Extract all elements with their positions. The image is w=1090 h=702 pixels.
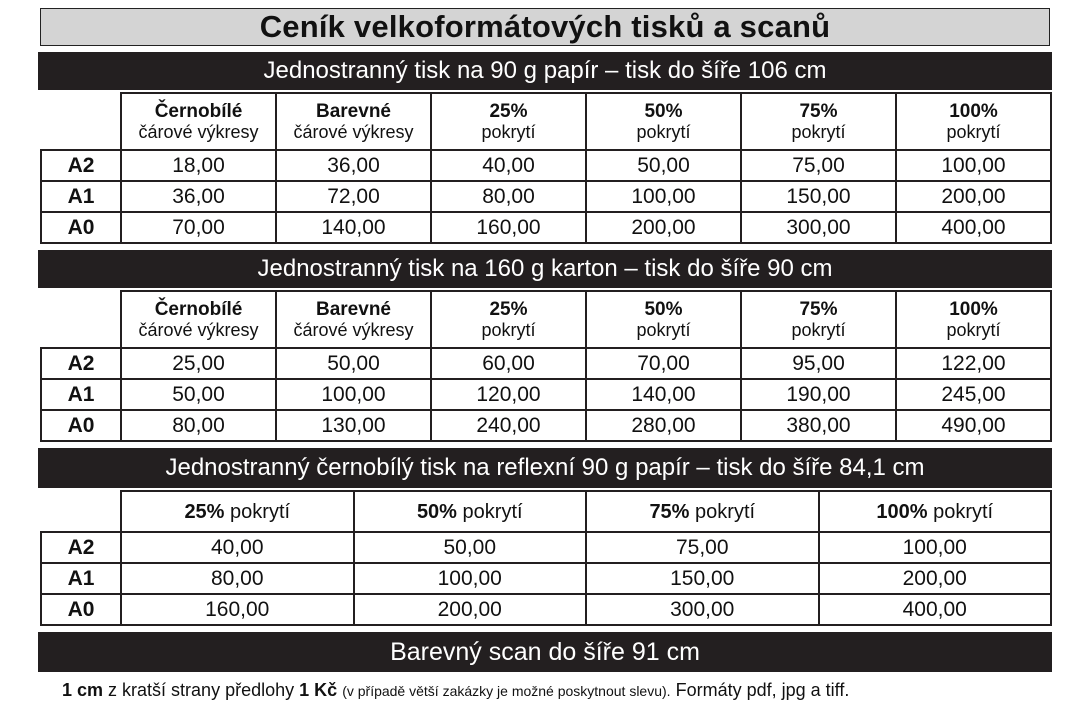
table-row — [41, 348, 1051, 379]
price-cell: 40,00 — [121, 532, 354, 563]
price-cell: 140,00 — [276, 212, 431, 243]
price-cell: 160,00 — [431, 212, 586, 243]
column-header: 100% pokrytí — [896, 291, 1051, 348]
table-row — [41, 563, 1051, 594]
price-cell: 490,00 — [896, 410, 1051, 441]
column-header: 50% pokrytí — [586, 291, 741, 348]
row-label: A0 — [41, 594, 121, 625]
price-cell: 80,00 — [431, 181, 586, 212]
price-cell: 70,00 — [121, 212, 276, 243]
price-cell: 130,00 — [276, 410, 431, 441]
price-cell: 50,00 — [121, 379, 276, 410]
price-cell: 160,00 — [121, 594, 354, 625]
column-header: Barevné čárové výkresy — [276, 291, 431, 348]
table-row — [41, 181, 1051, 212]
price-cell: 200,00 — [354, 594, 587, 625]
price-cell: 200,00 — [819, 563, 1052, 594]
price-cell: 400,00 — [819, 594, 1052, 625]
column-header: 100% pokrytí — [896, 93, 1051, 150]
price-cell: 140,00 — [586, 379, 741, 410]
row-label: A1 — [41, 379, 121, 410]
footer-discount-note: (v případě větší zakázky je možné poskytnout slevu). — [342, 683, 671, 699]
price-table-reflex-90g — [40, 490, 1052, 626]
price-cell: 400,00 — [896, 212, 1051, 243]
column-header: Černobílé čárové výkresy — [121, 93, 276, 150]
footer-unit: 1 cm — [62, 680, 104, 700]
row-label: A1 — [41, 181, 121, 212]
price-table-paper-90g — [40, 92, 1052, 244]
column-header: 75% pokrytí — [741, 93, 896, 150]
column-header: 50% pokrytí — [586, 93, 741, 150]
row-label: A1 — [41, 563, 121, 594]
price-cell: 200,00 — [896, 181, 1051, 212]
price-cell: 75,00 — [741, 150, 896, 181]
price-cell: 50,00 — [354, 532, 587, 563]
price-cell: 120,00 — [431, 379, 586, 410]
price-cell: 150,00 — [586, 563, 819, 594]
price-cell: 300,00 — [586, 594, 819, 625]
section-heading-card-160g: Jednostranný tisk na 160 g karton – tisk do šíře 90 cm — [38, 250, 1052, 288]
column-header: Barevné čárové výkresy — [276, 93, 431, 150]
row-label: A0 — [41, 410, 121, 441]
price-cell: 60,00 — [431, 348, 586, 379]
price-cell: 280,00 — [586, 410, 741, 441]
column-header: 25% pokrytí — [431, 93, 586, 150]
column-header: 25% pokrytí — [431, 291, 586, 348]
price-cell: 36,00 — [121, 181, 276, 212]
price-cell: 40,00 — [431, 150, 586, 181]
price-cell: 72,00 — [276, 181, 431, 212]
column-header: 25% pokrytí — [121, 491, 354, 532]
footer-formats: Formáty pdf, jpg a tiff. — [675, 680, 850, 700]
price-cell: 70,00 — [586, 348, 741, 379]
price-cell: 100,00 — [276, 379, 431, 410]
price-cell: 245,00 — [896, 379, 1051, 410]
row-label: A2 — [41, 532, 121, 563]
footer-price: 1 Kč — [299, 680, 338, 700]
section-heading-paper-90g: Jednostranný tisk na 90 g papír – tisk do šíře 106 cm — [38, 52, 1052, 90]
price-cell: 100,00 — [896, 150, 1051, 181]
price-table-card-160g — [40, 290, 1052, 442]
table-row — [41, 212, 1051, 243]
column-header: 75% pokrytí — [741, 291, 896, 348]
price-cell: 100,00 — [354, 563, 587, 594]
price-cell: 50,00 — [586, 150, 741, 181]
price-cell: 18,00 — [121, 150, 276, 181]
column-header: 75% pokrytí — [586, 491, 819, 532]
table-row — [41, 379, 1051, 410]
table-row — [41, 532, 1051, 563]
price-cell: 75,00 — [586, 532, 819, 563]
price-cell: 100,00 — [586, 181, 741, 212]
row-label: A2 — [41, 348, 121, 379]
price-cell: 240,00 — [431, 410, 586, 441]
row-label: A2 — [41, 150, 121, 181]
row-label: A0 — [41, 212, 121, 243]
price-cell: 300,00 — [741, 212, 896, 243]
table-row — [41, 410, 1051, 441]
price-cell: 150,00 — [741, 181, 896, 212]
price-cell: 95,00 — [741, 348, 896, 379]
price-cell: 80,00 — [121, 563, 354, 594]
price-cell: 80,00 — [121, 410, 276, 441]
section-heading-scan: Barevný scan do šíře 91 cm — [38, 632, 1052, 672]
footer-note — [62, 680, 849, 701]
price-cell: 100,00 — [819, 532, 1052, 563]
price-cell: 380,00 — [741, 410, 896, 441]
section-heading-reflex-90g: Jednostranný černobílý tisk na reflexní 90 g papír – tisk do šíře 84,1 cm — [38, 448, 1052, 488]
price-cell: 190,00 — [741, 379, 896, 410]
price-cell: 122,00 — [896, 348, 1051, 379]
price-cell: 25,00 — [121, 348, 276, 379]
page-title: Ceník velkoformátových tisků a scanů — [40, 8, 1050, 46]
table-row — [41, 150, 1051, 181]
price-cell: 36,00 — [276, 150, 431, 181]
column-header: 50% pokrytí — [354, 491, 587, 532]
column-header: 100% pokrytí — [819, 491, 1052, 532]
footer-text: z kratší strany předlohy — [108, 680, 295, 700]
price-cell: 200,00 — [586, 212, 741, 243]
column-header: Černobílé čárové výkresy — [121, 291, 276, 348]
price-cell: 50,00 — [276, 348, 431, 379]
table-row — [41, 594, 1051, 625]
